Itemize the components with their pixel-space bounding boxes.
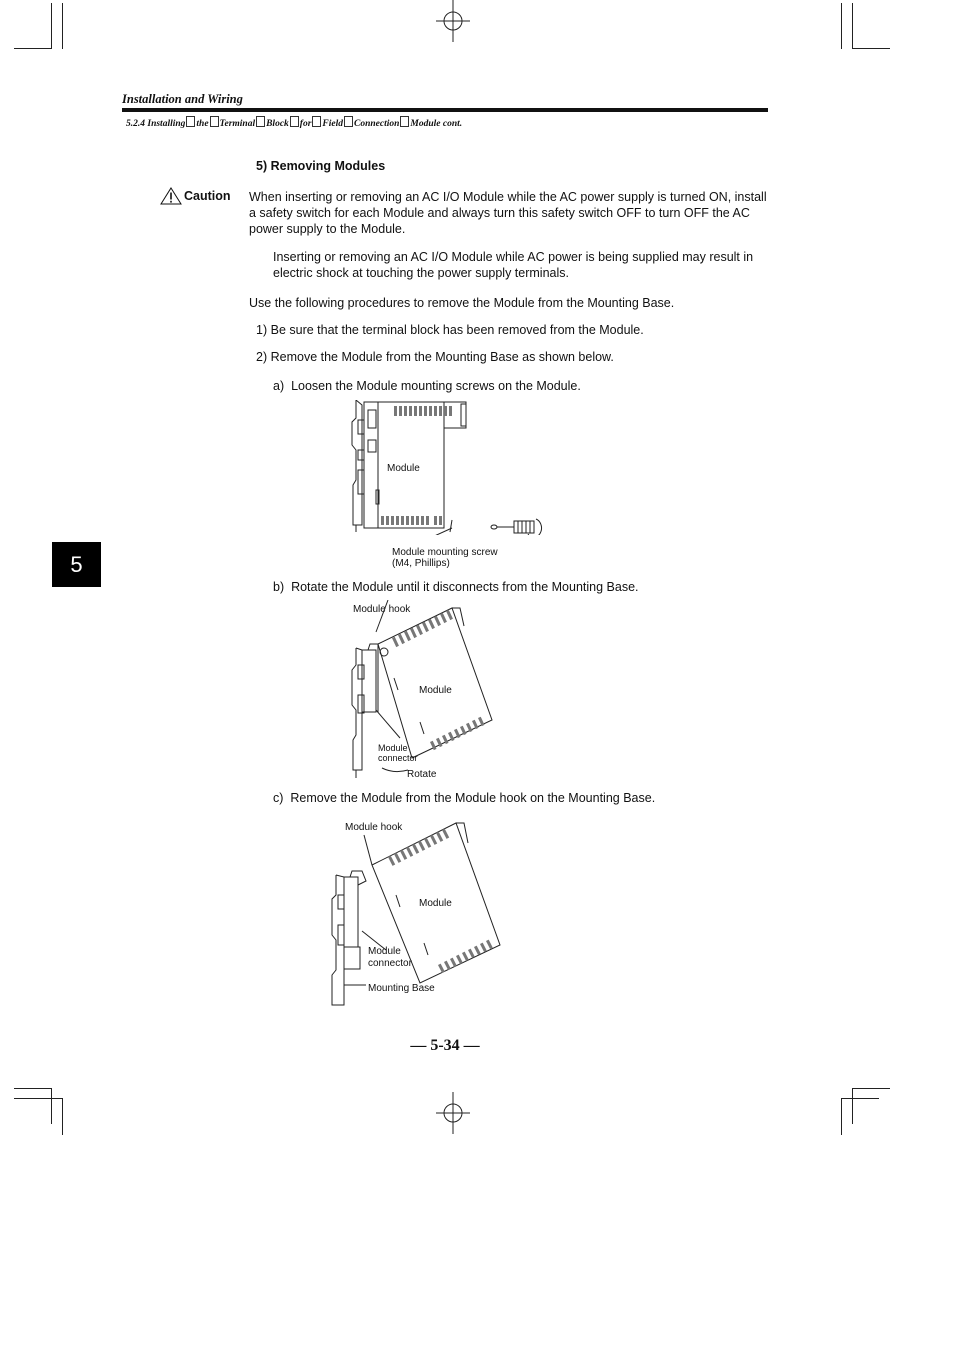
substep-a: a) Loosen the Module mounting screws on the Module. <box>273 379 581 393</box>
intro-paragraph: Use the following procedures to remove the Module from the Mounting Base. <box>249 296 675 310</box>
figure-b-connector-label: Module connector <box>378 743 418 763</box>
substep-c: c) Remove the Module from the Module hook on the Mounting Base. <box>273 791 656 805</box>
warning-icon <box>160 187 182 205</box>
chapter-tab: 5 <box>52 542 101 587</box>
section-heading: 5) Removing Modules <box>256 159 386 173</box>
caution-detail-text: Inserting or removing an AC I/O Module while AC power is being supplied may result in electric shock at touching the power supply terminals. <box>273 250 754 280</box>
figure-c-module-label: Module <box>419 898 452 909</box>
page-number: — 5-34 — <box>410 1037 480 1054</box>
step-2: 2) Remove the Module from the Mounting Base as shown below. <box>256 350 614 364</box>
figure-a-module-label: Module <box>387 463 420 474</box>
running-header-title: Installation and Wiring <box>122 92 243 106</box>
figure-a-screw-label: Module mounting screw (M4, Phillips) <box>392 547 498 569</box>
registration-mark-top <box>432 0 474 42</box>
header-rule <box>122 108 768 112</box>
figure-b-module-label: Module <box>419 685 452 696</box>
step-1: 1) Be sure that the terminal block has been removed from the Module. <box>256 323 644 337</box>
figure-c-connector-label: Module connector <box>368 946 412 969</box>
substep-b: b) Rotate the Module until it disconnects from the Mounting Base. <box>273 580 639 594</box>
figure-a-module-screw <box>348 400 548 535</box>
caution-main-text: When inserting or removing an AC I/O Module while the AC power supply is turned ON, install a safety switch for each Module and always turn this safety switch OFF to turn OFF the AC power supply to the Module. <box>249 190 767 236</box>
registration-mark-bottom <box>432 1092 474 1134</box>
running-subheader: 5.2.4 Installing the Terminal Block for Field Connection Module cont. <box>126 116 462 129</box>
figure-b-hook-label: Module hook <box>353 604 411 615</box>
figure-b-rotate-label: Rotate <box>407 769 437 780</box>
figure-c-base-label: Mounting Base <box>368 983 435 994</box>
caution-label: Caution <box>160 187 231 205</box>
figure-c-hook-label: Module hook <box>345 822 403 833</box>
